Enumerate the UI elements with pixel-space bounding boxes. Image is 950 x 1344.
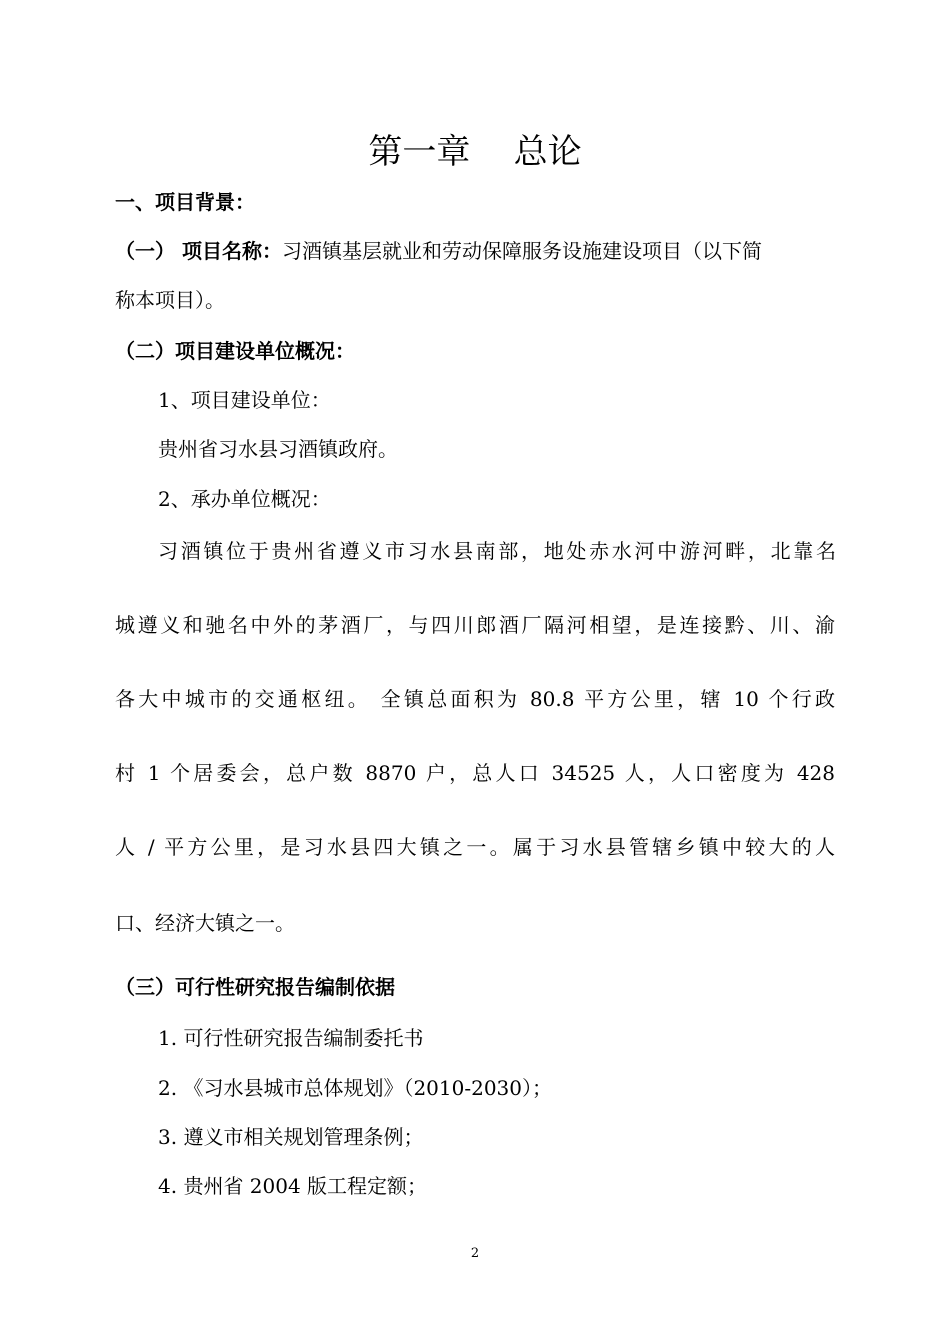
- subsection-heading-basis: （三）可行性研究报告编制依据: [115, 975, 395, 999]
- paragraph-line: 村 1 个居委会，总户数 8870 户，总人口 34525 人，人口密度为 428: [115, 761, 835, 785]
- basis-list-item: 2. 《习水县城市总体规划》（2010-2030）；: [158, 1076, 552, 1100]
- basis-list-item: 3. 遵义市相关规划管理条例；: [158, 1125, 424, 1149]
- host-unit-label: 2、承办单位概况：: [158, 487, 331, 511]
- project-name-text: 习酒镇基层就业和劳动保障服务设施建设项目（以下简: [281, 239, 762, 263]
- basis-list-item: 4. 贵州省 2004 版工程定额；: [158, 1174, 428, 1198]
- construction-unit-value: 贵州省习水县习酒镇政府。: [158, 437, 398, 461]
- paragraph-line: 人 / 平方公里，是习水县四大镇之一。属于习水县管辖乡镇中较大的人: [115, 835, 835, 859]
- project-name-label: （一） 项目名称：: [115, 239, 282, 263]
- construction-unit-label: 1、项目建设单位：: [158, 388, 331, 412]
- section-heading-background: 一、项目背景：: [115, 190, 255, 214]
- chapter-title: 第一章 总论: [368, 132, 582, 172]
- paragraph-line: 口、经济大镇之一。: [115, 911, 295, 935]
- paragraph-line: 习酒镇位于贵州省遵义市习水县南部，地处赤水河中游河畔，北靠名: [158, 539, 836, 563]
- paragraph-line: 城遵义和驰名中外的茅酒厂，与四川郎酒厂隔河相望，是连接黔、川、渝: [115, 613, 835, 637]
- basis-list-item: 1. 可行性研究报告编制委托书: [158, 1026, 424, 1050]
- page-number: 2: [470, 1246, 480, 1261]
- subsection-heading-unit: （二）项目建设单位概况：: [115, 339, 355, 363]
- project-name-line-1: [115, 236, 762, 266]
- project-name-line-2: 称本项目）。: [115, 288, 225, 312]
- paragraph-line: 各大中城市的交通枢纽。 全镇总面积为 80.8 平方公里，辖 10 个行政: [115, 687, 835, 711]
